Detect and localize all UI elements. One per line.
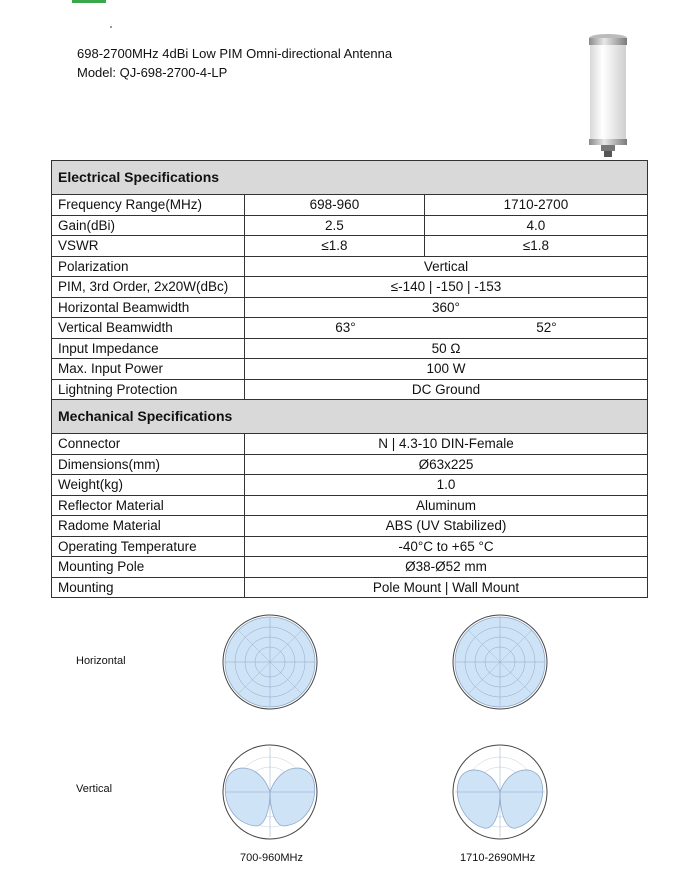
- table-row: [52, 215, 648, 236]
- section-title-mechanical: Mechanical Specifications: [52, 400, 648, 434]
- spec-label: Max. Input Power: [52, 359, 245, 380]
- vertical-pattern-label: Vertical: [76, 783, 113, 795]
- spec-value-high: 52°: [536, 320, 557, 335]
- spec-value: Aluminum: [245, 495, 648, 516]
- spec-value-low: 2.5: [245, 215, 425, 236]
- product-title: [77, 44, 392, 82]
- band-caption-low: 700-960MHz: [240, 852, 303, 864]
- table-row: [52, 236, 648, 257]
- model-number: Model: QJ-698-2700-4-LP: [77, 65, 228, 80]
- spec-value: ABS (UV Stabilized): [245, 516, 648, 537]
- spec-label: Lightning Protection: [52, 379, 245, 400]
- spec-value: N | 4.3-10 DIN-Female: [245, 434, 648, 455]
- spec-label: Horizontal Beamwidth: [52, 297, 245, 318]
- table-row: [52, 195, 648, 216]
- spec-value: -40°C to +65 °C: [245, 536, 648, 557]
- spec-label: Frequency Range(MHz): [52, 195, 245, 216]
- table-row: [52, 338, 648, 359]
- spec-label: Gain(dBi): [52, 215, 245, 236]
- spec-value: Ø38-Ø52 mm: [245, 557, 648, 578]
- spec-value-high: 1710-2700: [424, 195, 647, 216]
- spec-label: Radome Material: [52, 516, 245, 537]
- table-row: [52, 256, 648, 277]
- horizontal-pattern-low-plot: [220, 612, 320, 712]
- spec-value: 50 Ω: [245, 338, 648, 359]
- spec-value-split: [245, 318, 648, 339]
- spec-label: Mounting: [52, 577, 245, 598]
- spec-label: Connector: [52, 434, 245, 455]
- spec-value: 360°: [245, 297, 648, 318]
- spec-value-low: 698-960: [245, 195, 425, 216]
- antenna-image: [584, 32, 632, 160]
- spec-value: 1.0: [245, 475, 648, 496]
- spec-value-low: 63°: [335, 320, 356, 335]
- table-row: [52, 557, 648, 578]
- table-row: [52, 434, 648, 455]
- spec-value-low: ≤1.8: [245, 236, 425, 257]
- table-row: [52, 454, 648, 475]
- spec-label: VSWR: [52, 236, 245, 257]
- vertical-pattern-high-plot: [450, 742, 550, 842]
- table-row: [52, 318, 648, 339]
- table-row: [52, 277, 648, 298]
- table-row: [52, 577, 648, 598]
- table-row: [52, 297, 648, 318]
- table-row: [52, 359, 648, 380]
- spec-label: Dimensions(mm): [52, 454, 245, 475]
- spec-table: [51, 160, 648, 598]
- spec-value-high: ≤1.8: [424, 236, 647, 257]
- table-row: [52, 536, 648, 557]
- horizontal-pattern-high-plot: [450, 612, 550, 712]
- logo-mark: [72, 0, 106, 3]
- spec-label: Vertical Beamwidth: [52, 318, 245, 339]
- spec-value: Vertical: [245, 256, 648, 277]
- spec-label: Input Impedance: [52, 338, 245, 359]
- spec-label: Operating Temperature: [52, 536, 245, 557]
- spec-label: PIM, 3rd Order, 2x20W(dBc): [52, 277, 245, 298]
- table-row: [52, 516, 648, 537]
- spec-value: DC Ground: [245, 379, 648, 400]
- spec-value: Ø63x225: [245, 454, 648, 475]
- vertical-pattern-low-plot: [220, 742, 320, 842]
- table-row: [52, 495, 648, 516]
- band-caption-high: 1710-2690MHz: [460, 852, 536, 864]
- section-row-electrical: [52, 161, 648, 195]
- spec-label: Weight(kg): [52, 475, 245, 496]
- table-row: [52, 475, 648, 496]
- decorative-dot: [110, 26, 112, 28]
- spec-value: 100 W: [245, 359, 648, 380]
- spec-value: ≤-140 | -150 | -153: [245, 277, 648, 298]
- spec-value-high: 4.0: [424, 215, 647, 236]
- spec-label: Reflector Material: [52, 495, 245, 516]
- spec-label: Polarization: [52, 256, 245, 277]
- product-name: 698-2700MHz 4dBi Low PIM Omni-directional Antenna: [77, 46, 393, 61]
- spec-value: Pole Mount | Wall Mount: [245, 577, 648, 598]
- spec-label: Mounting Pole: [52, 557, 245, 578]
- section-row-mechanical: [52, 400, 648, 434]
- section-title-electrical: Electrical Specifications: [52, 161, 648, 195]
- horizontal-pattern-label: Horizontal: [76, 655, 126, 667]
- table-row: [52, 379, 648, 400]
